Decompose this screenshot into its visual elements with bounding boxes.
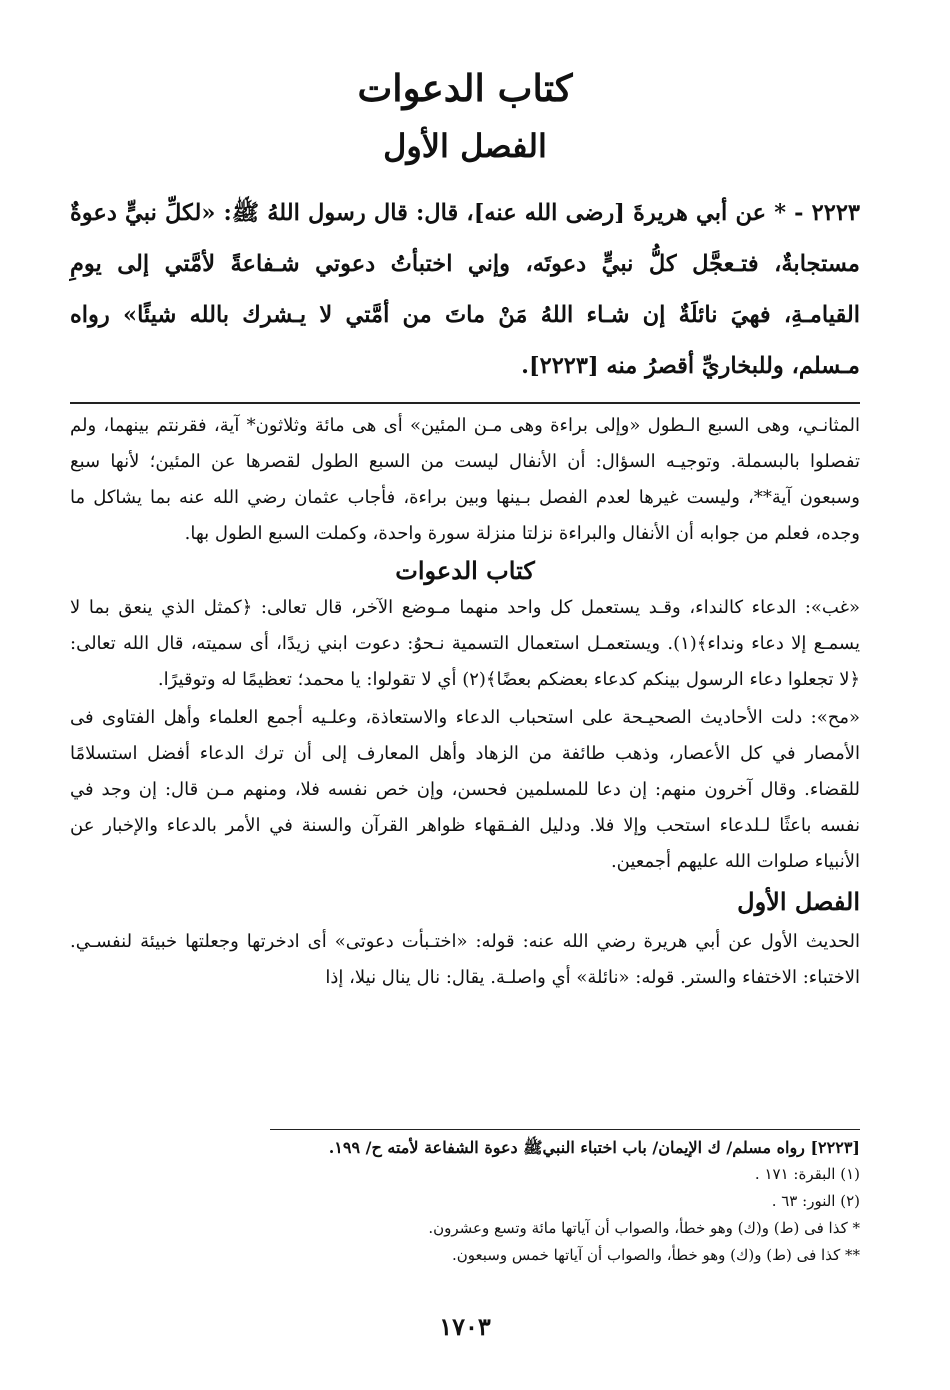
commentary-paragraph: الحديث الأول عن أبي هريرة رضي الله عنه: قوله: «اختـبأت دعوتى» أى ادخرتها وجعلتها خبيئة لنفسـي. الاختباء: الاختفاء والستر. قوله: «نائلة» أي واصلـة. يقال: نال ينال نيلا، إذا [70, 931, 860, 988]
section-divider [70, 402, 860, 404]
chapter-title: الفصل الأول [383, 127, 547, 165]
footnotes [240, 1134, 860, 1269]
commentary-subtitle: الفصل الأول [737, 887, 860, 916]
footnote-item: ** كذا فى (ط) و(ك) وهو خطأ، والصواب أن آياتها خمس وسبعون. [451, 1246, 860, 1264]
footnote-source: [٢٢٢٣] رواه مسلم/ ك الإيمان/ باب اختباء النبيﷺ دعوة الشفاعة لأمته ح/ ١٩٩. [328, 1138, 860, 1157]
book-page [70, 0, 860, 1390]
footnote-divider [270, 1129, 860, 1130]
commentary-paragraph: المثانـي، وهى السبع الـطول «وإلى براءة وهى مـن المئين» أى هى مائة وثلاثون* آية، فقرنتم بينهما، ولم تفصلوا بالبسملة. وتوجيـه السؤال: أن الأنفال ليست من السبع الطول لقصرها عن المئين؛ لأنها سبع وسبعون آية**، وليست غيرها لعدم الفصل بـينها وبين براءة، فأجاب عثمان رضي الله عنه بما يشاكل ما وجده، فعلم من جوابه أن الأنفال والبراءة نزلتا منزلة سورة واحدة، وكملت السبع الطول بها. [70, 415, 860, 544]
hadith-text: ٢٢٢٣ - * عن أبي هريرةَ [رضى الله عنه]، قال: قال رسول اللهُ ﷺ: «لكلِّ نبيٍّ دعوةٌ مستجابةٌ، فتـعجَّل كلُّ نبيٍّ دعوتَه، وإني اختبأتُ دعوتي شـفاعةً لأمَّتي إلى يومِ القيامـةِ، فهيَ نائلَةٌ إن شـاء اللهُ مَنْ ماتَ من أمَّتي لا يـشرك بالله شيئًا» رواه مـسلم، وللبخاريِّ أقصرُ منه [٢٢٢٣]. [70, 200, 860, 379]
footnote-item: (٢) النور: ٦٣ . [771, 1192, 860, 1210]
footnote-item: * كذا فى (ط) و(ك) وهو خطأ، والصواب أن آياتها مائة وتسع وعشرون. [428, 1219, 860, 1237]
footnote-item: (١) البقرة: ١٧١ . [754, 1165, 860, 1183]
page-number: ١٧٠٣ [439, 1312, 491, 1341]
commentary-paragraph: «مح»: دلت الأحاديث الصحيـحة على استحباب الدعاء والاستعاذة، وعلـيه أجمع العلماء وأهل الفتاوى فى الأمصار في كل الأعصار، وذهب طائفة من الزهاد وأهل المعارف إلى أن ترك الدعاء أفضل استسلامًا للقضاء. وقال آخرون منهم: إن دعا للمسلمين فحسن، وإن خص نفسه فلا، ومنهم مـن قال: إن وجد في نفسه باعثًا لـلدعاء استحب وإلا فلا. ودليل الفـقهاء ظواهر القرآن والسنة في الأمر بالدعاء والإخبار عن الأنبياء صلوات الله عليهم أجمعين. [70, 707, 860, 872]
commentary [70, 408, 860, 996]
commentary-subtitle: كتاب الدعوات [395, 556, 535, 585]
commentary-paragraph: «غب»: الدعاء كالنداء، وقـد يستعمل كل واحد منهما مـوضع الآخر، قال تعالى: ﴿كمثل الذي ينعق بما لا يسمـع إلا دعاء ونداء﴾(١). ويستعمـل استعمال التسمية نـحوُ: دعوت ابني زيدًا، أى سميته، قال الله تعالى: ﴿لا تجعلوا دعاء الرسول بينكم كدعاء بعضكم بعضًا﴾(٢) أي لا تقولوا: يا محمد؛ تعظيمًا له وتوقيرًا. [70, 597, 860, 690]
book-title: كتاب الدعوات [357, 66, 573, 110]
